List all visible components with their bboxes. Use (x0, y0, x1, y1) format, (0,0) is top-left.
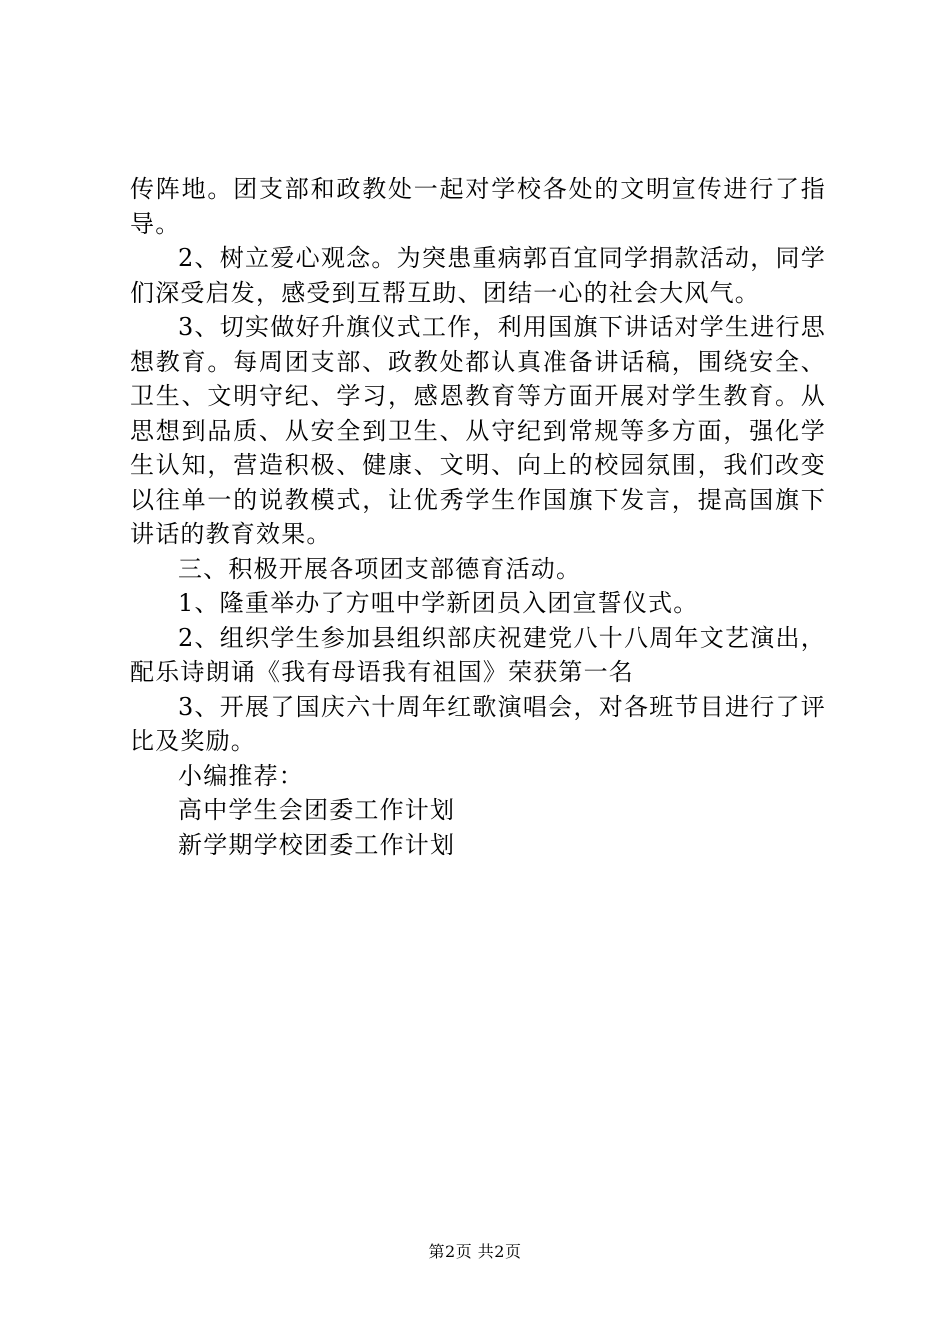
paragraph-activity-3: 3、开展了国庆六十周年红歌演唱会，对各班节目进行了评比及奖励。 (130, 692, 826, 755)
paragraph-item-3-flag-ceremony: 3、切实做好升旗仪式工作，利用国旗下讲话对学生进行思想教育。每周团支部、政教处都认真准备讲话稿，围绕安全、卫生、文明守纪、学习，感恩教育等方面开展对学生教育。从思想到品质、从安全到卫生、从守纪到常规等多方面，强化学生认知，营造积极、健康、文明、向上的校园氛围，我们改变以往单一的说教模式，让优秀学生作国旗下发言，提高国旗下讲话的教育效果。 (130, 313, 826, 548)
paragraph-intro-continued: 传阵地。团支部和政教处一起对学校各处的文明宣传进行了指导。 (130, 175, 826, 238)
recommend-link-1[interactable]: 高中学生会团委工作计划 (178, 796, 456, 824)
recommend-link-2[interactable]: 新学期学校团委工作计划 (178, 830, 456, 859)
section-heading-three: 三、积极开展各项团支部德育活动。 (178, 554, 582, 583)
paragraph-activity-2: 2、组织学生参加县组织部庆祝建党八十八周年文艺演出，配乐诗朗诵《我有母语我有祖国》荣获第一名 (130, 623, 826, 686)
paragraph-activity-1: 1、隆重举办了方咀中学新团员入团宣誓仪式。 (178, 589, 699, 617)
paragraph-item-2-love: 2、树立爱心观念。为突患重病郭百宜同学捐款活动，同学们深受启发，感受到互帮互助、团结一心的社会大风气。 (130, 244, 826, 307)
document-body (130, 172, 826, 862)
page-footer: 第2页 共2页 (428, 1242, 522, 1261)
recommend-label: 小编推荐： (178, 761, 304, 790)
